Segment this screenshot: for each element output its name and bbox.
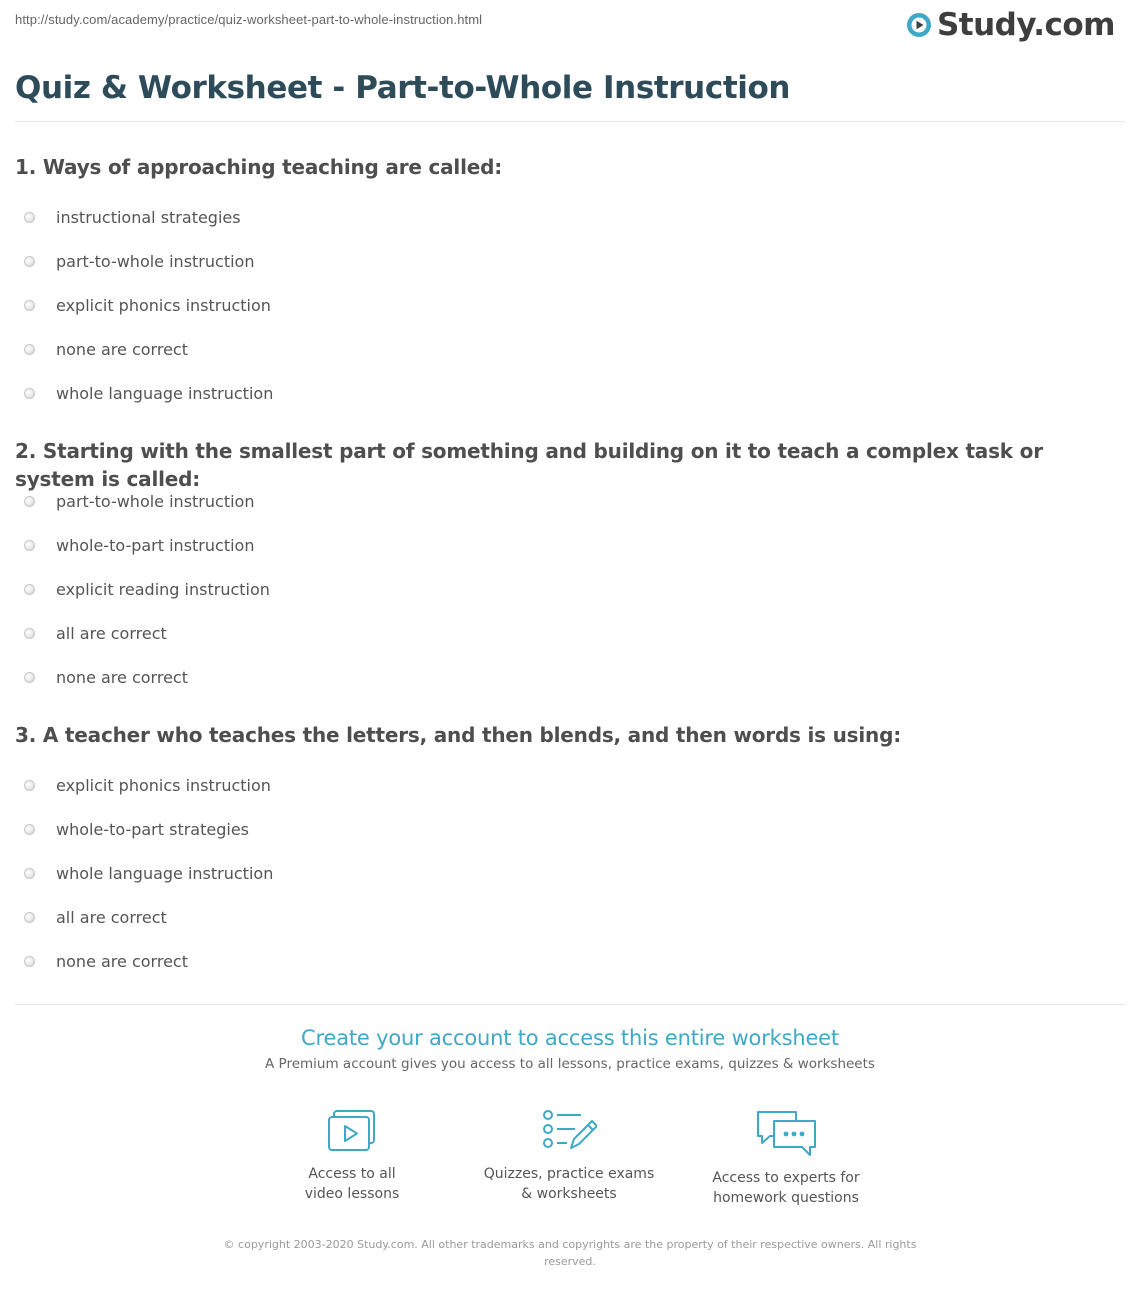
option-label: all are correct	[56, 623, 167, 643]
radio-button[interactable]	[24, 672, 35, 683]
radio-button[interactable]	[24, 388, 35, 399]
answer-options	[15, 195, 1125, 415]
option-label: all are correct	[56, 907, 167, 927]
question-text: 2. Starting with the smallest part of something and building on it to teach a complex task or system is called:	[15, 439, 1043, 491]
premium-features	[0, 1108, 1140, 1218]
answer-option[interactable]	[15, 371, 1125, 415]
chat-bubbles-icon	[754, 1108, 818, 1158]
radio-button[interactable]	[24, 912, 35, 923]
answer-option[interactable]	[15, 327, 1125, 371]
radio-button[interactable]	[24, 780, 35, 791]
divider	[15, 1004, 1125, 1005]
radio-button[interactable]	[24, 956, 35, 967]
feature-label: Access to experts for homework questions	[712, 1170, 860, 1206]
page-url: http://study.com/academy/practice/quiz-worksheet-part-to-whole-instruction.html	[15, 12, 483, 27]
answer-option[interactable]	[15, 655, 1125, 699]
quiz-checklist-icon	[541, 1108, 597, 1154]
radio-button[interactable]	[24, 496, 35, 507]
question-3	[15, 721, 1125, 983]
option-label: none are correct	[56, 339, 188, 359]
option-label: part-to-whole instruction	[56, 491, 255, 511]
option-label: none are correct	[56, 667, 188, 687]
radio-button[interactable]	[24, 300, 35, 311]
answer-option[interactable]	[15, 567, 1125, 611]
answer-option[interactable]	[15, 939, 1125, 983]
cta-subtitle: A Premium account gives you access to all lessons, practice exams, quizzes & worksheets	[265, 1056, 875, 1072]
radio-button[interactable]	[24, 256, 35, 267]
question-2	[15, 437, 1125, 699]
answer-option[interactable]	[15, 283, 1125, 327]
radio-button[interactable]	[24, 344, 35, 355]
question-1	[15, 153, 1125, 415]
option-label: instructional strategies	[56, 207, 241, 227]
radio-button[interactable]	[24, 628, 35, 639]
option-label: explicit reading instruction	[56, 579, 270, 599]
radio-button[interactable]	[24, 540, 35, 551]
answer-option[interactable]	[15, 851, 1125, 895]
radio-button[interactable]	[24, 868, 35, 879]
radio-button[interactable]	[24, 584, 35, 595]
option-label: whole language instruction	[56, 383, 274, 403]
study-logo[interactable]	[906, 6, 1115, 44]
feature-video-lessons	[252, 1108, 452, 1204]
question-text: 3. A teacher who teaches the letters, and then blends, and then words is using:	[15, 723, 901, 747]
answer-option[interactable]	[15, 611, 1125, 655]
option-label: part-to-whole instruction	[56, 251, 255, 271]
feature-quizzes	[469, 1108, 669, 1204]
answer-option[interactable]	[15, 895, 1125, 939]
answer-options	[15, 479, 1125, 699]
answer-option[interactable]	[15, 807, 1125, 851]
radio-button[interactable]	[24, 824, 35, 835]
option-label: none are correct	[56, 951, 188, 971]
option-label: whole-to-part instruction	[56, 535, 255, 555]
answer-option[interactable]	[15, 523, 1125, 567]
play-circle-icon	[906, 12, 932, 38]
option-label: whole-to-part strategies	[56, 819, 249, 839]
signup-cta	[0, 1026, 1140, 1072]
question-text: 1. Ways of approaching teaching are called:	[15, 155, 503, 179]
option-label: explicit phonics instruction	[56, 295, 271, 315]
answer-option[interactable]	[15, 195, 1125, 239]
feature-label: Quizzes, practice exams & worksheets	[483, 1166, 655, 1202]
copyright-notice: © copyright 2003-2020 Study.com. All other trademarks and copyrights are the property of their respective owners. All rights reserved.	[223, 1238, 917, 1268]
radio-button[interactable]	[24, 212, 35, 223]
divider	[15, 121, 1125, 122]
feature-label: Access to all video lessons	[304, 1166, 400, 1202]
cta-title-link[interactable]: Create your account to access this entire worksheet	[301, 1026, 839, 1050]
answer-options	[15, 763, 1125, 983]
logo-text: Study.com	[936, 7, 1115, 43]
page-title: Quiz & Worksheet - Part-to-Whole Instruction	[15, 70, 791, 106]
answer-option[interactable]	[15, 239, 1125, 283]
answer-option[interactable]	[15, 763, 1125, 807]
option-label: whole language instruction	[56, 863, 274, 883]
video-lesson-icon	[326, 1108, 378, 1154]
feature-experts	[686, 1108, 886, 1208]
option-label: explicit phonics instruction	[56, 775, 271, 795]
